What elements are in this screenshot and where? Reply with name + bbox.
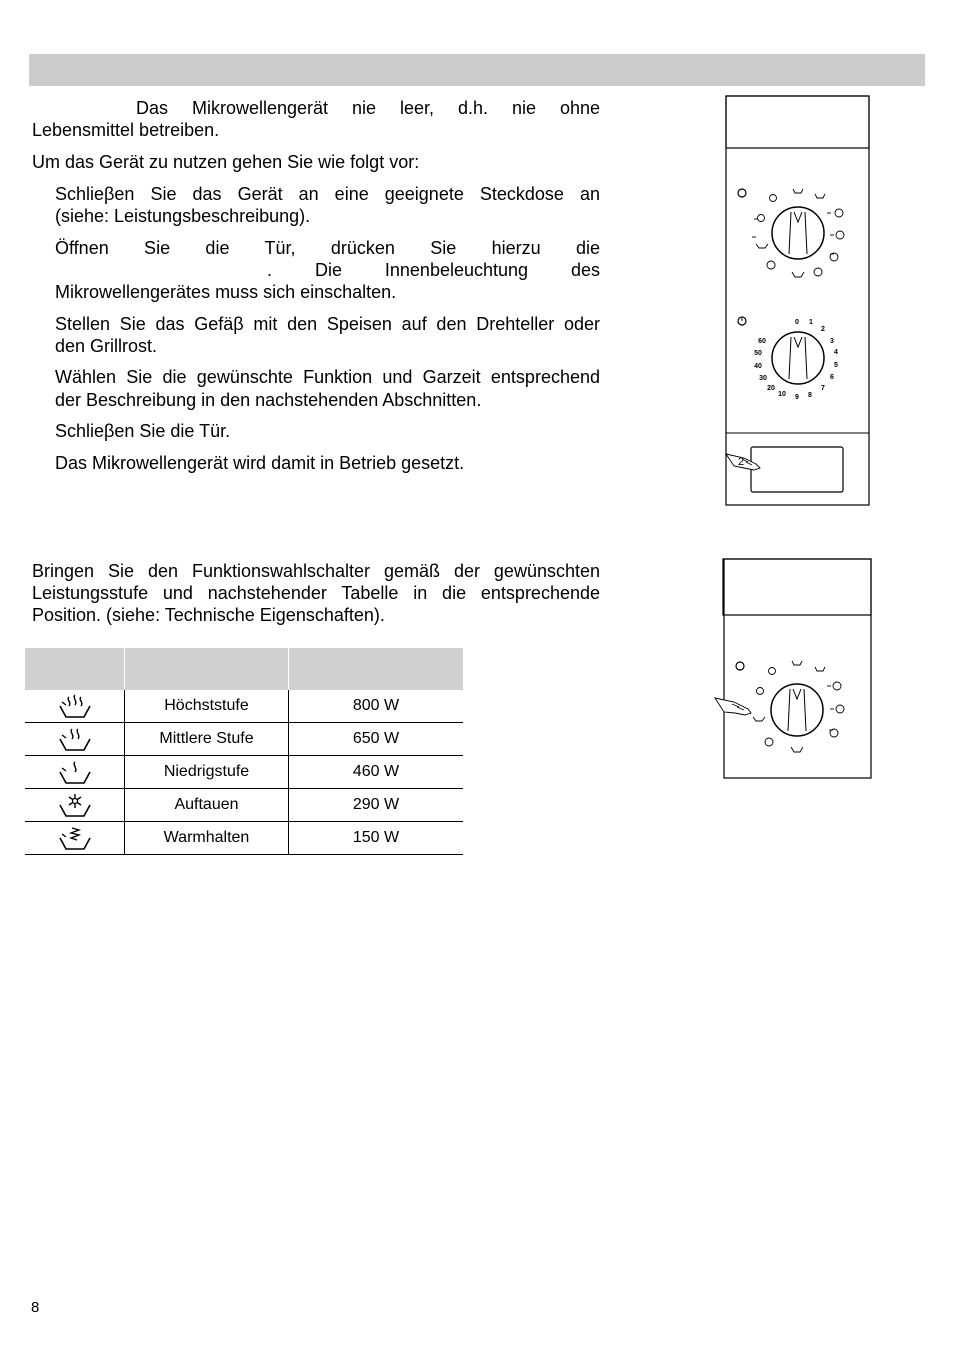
timer-label: 5 — [834, 362, 838, 369]
level-cell: Auftauen — [125, 789, 289, 822]
panel-display-area — [726, 96, 869, 148]
timer-label: 40 — [754, 363, 762, 370]
power-cell: 460 W — [289, 756, 464, 789]
power-level-table — [25, 648, 463, 855]
header-cell-symbol — [25, 648, 125, 690]
timer-label: 6 — [830, 374, 834, 381]
warning-line-2: Lebensmittel betreiben. — [32, 120, 220, 140]
symbol-cell — [25, 756, 125, 789]
step-4-line-1: Wählen Sie die gewünschte Funktion und Garzeit entsprechend — [55, 367, 600, 387]
timer-label: 0 — [795, 319, 799, 326]
section2-line-2: Leistungsstufe und nachstehender Tabelle in die entsprechende — [32, 583, 600, 603]
timer-label: 7 — [821, 385, 825, 392]
microwave-high-icon — [58, 693, 92, 719]
timer-label: 2 — [821, 326, 825, 333]
symbol-cell — [25, 723, 125, 756]
symbol-cell — [25, 690, 125, 723]
page-number: 8 — [31, 1299, 40, 1316]
function-knob — [736, 662, 823, 736]
panel-display-area — [723, 559, 871, 615]
function-symbol-icon — [738, 189, 746, 197]
step-2-line-2: . Die Innenbeleuchtung des — [267, 260, 600, 280]
power-cell: 800 W — [289, 690, 464, 723]
timer-label: 10 — [778, 391, 786, 398]
table-header-row — [25, 648, 463, 690]
symbol-cell — [25, 822, 125, 855]
defrost-icon — [58, 792, 92, 818]
symbol-cell — [25, 789, 125, 822]
timer-label: 20 — [767, 385, 775, 392]
level-cell: Warmhalten — [125, 822, 289, 855]
section-header-bar — [29, 54, 925, 86]
microwave-medium-icon — [58, 726, 92, 752]
table-row — [25, 690, 463, 723]
header-cell-level — [125, 648, 289, 690]
intro-text: Um das Gerät zu nutzen gehen Sie wie folgt vor: — [32, 152, 420, 172]
table-row — [25, 756, 463, 789]
callout-number: 2 — [737, 456, 745, 468]
section2-line-1: Bringen Sie den Funktionswahlschalter gemäß der gewünschten — [32, 561, 600, 581]
step-1-line-1: Schlieβen Sie das Gerät an eine geeignete Steckdose an — [55, 184, 600, 204]
timer-label: 4 — [834, 349, 838, 356]
function-knob-diagram — [720, 557, 876, 782]
timer-label: 50 — [754, 350, 762, 357]
level-cell: Mittlere Stufe — [125, 723, 289, 756]
timer-label: 30 — [759, 375, 767, 382]
timer-knob — [738, 317, 824, 384]
keep-warm-icon — [58, 825, 92, 851]
level-cell: Höchststufe — [125, 690, 289, 723]
warning-line-1: Das Mikrowellengerät nie leer, d.h. nie ohne — [136, 98, 600, 118]
step-3-line-1: Stellen Sie das Gefäβ mit den Speisen auf den Drehteller oder — [55, 314, 600, 334]
step-4-line-2: der Beschreibung in den nachstehenden Abschnitten. — [55, 390, 482, 410]
power-cell: 650 W — [289, 723, 464, 756]
panel-frame — [724, 559, 871, 778]
step-1-line-2: (siehe: Leistungsbeschreibung). — [55, 206, 311, 226]
table-row — [25, 723, 463, 756]
timer-label: 9 — [795, 394, 799, 401]
table-row — [25, 789, 463, 822]
level-cell: Niedrigstufe — [125, 756, 289, 789]
timer-label: 8 — [808, 392, 812, 399]
control-panel-diagram — [722, 94, 874, 508]
timer-label: 1 — [809, 319, 813, 326]
power-cell: 290 W — [289, 789, 464, 822]
door-release-button — [751, 447, 843, 492]
function-symbol-icon — [736, 662, 744, 670]
microwave-low-icon — [58, 759, 92, 785]
panel-frame — [726, 96, 869, 505]
header-cell-power — [289, 648, 464, 690]
table-row — [25, 822, 463, 855]
section2-line-3: Position. (siehe: Technische Eigenschaften). — [32, 605, 385, 625]
step-3-line-2: den Grillrost. — [55, 336, 158, 356]
step-5-text: Schlieβen Sie die Tür. — [55, 421, 231, 441]
step-6-text: Das Mikrowellengerät wird damit in Betrieb gesetzt. — [55, 453, 465, 473]
step-2-line-1: Öffnen Sie die Tür, drücken Sie hierzu die — [55, 238, 600, 258]
timer-label: 60 — [758, 338, 766, 345]
timer-label: 3 — [830, 338, 834, 345]
hand-pointer-icon — [715, 698, 751, 715]
power-cell: 150 W — [289, 822, 464, 855]
step-2-line-3: Mikrowellengerätes muss sich einschalten. — [55, 282, 397, 302]
function-knob — [738, 189, 824, 259]
